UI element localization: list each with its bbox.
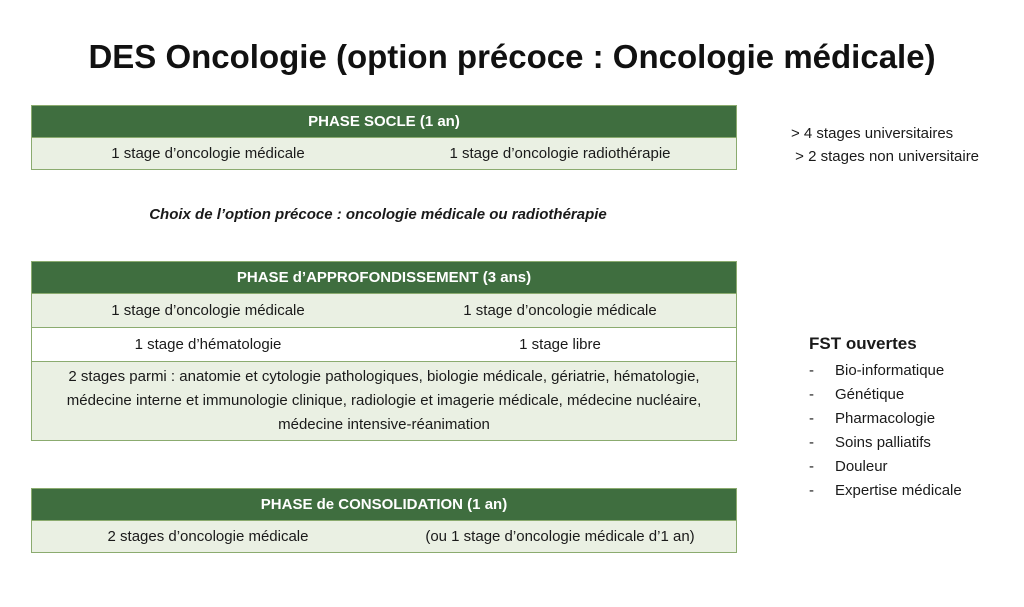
list-item <box>809 383 962 407</box>
fst-item-label: Expertise médicale <box>835 482 962 499</box>
table-cell: 1 stage d’oncologie médicale <box>111 302 305 319</box>
phase-consolidation-cell-2: (ou 1 stage d’oncologie médicale d’1 an) <box>425 528 695 545</box>
fst-list <box>809 359 962 503</box>
stage-stats <box>791 122 979 168</box>
phase-consolidation-table <box>31 488 737 553</box>
table-row <box>32 293 736 327</box>
fst-item-label: Bio-informatique <box>835 362 945 379</box>
dash: - <box>809 482 814 499</box>
table-cell: 1 stage d’oncologie médicale <box>463 302 657 319</box>
fst-title: FST ouvertes <box>809 334 917 353</box>
phase-approfondissement-table <box>31 261 737 441</box>
stat-universitaires: > 4 stages universitaires <box>791 125 954 142</box>
fst-item-label: Soins palliatifs <box>835 434 931 451</box>
fst-item-label: Génétique <box>835 386 905 403</box>
stat-non-universitaire: > 2 stages non universitaire <box>791 148 980 165</box>
dash: - <box>809 362 814 379</box>
dash: - <box>809 386 814 403</box>
phase-consolidation-row <box>32 520 736 552</box>
phase-socle-header: PHASE SOCLE (1 an) <box>32 106 736 137</box>
phase-consolidation-cell-1: 2 stages d’oncologie médicale <box>107 528 309 545</box>
fst-section <box>809 334 962 503</box>
phase-approfondissement-header: PHASE d’APPROFONDISSEMENT (3 ans) <box>32 262 736 293</box>
dash: - <box>809 458 814 475</box>
dash: - <box>809 410 814 427</box>
table-cell-wide: 2 stages parmi : anatomie et cytologie pathologiques, biologie médicale, gériatrie, hématologie, médecine interne et immunologie clinique, radiologie et imagerie médicale, médecine nucléaire, médecine intensive-réanimation <box>66 368 702 433</box>
page-title: DES Oncologie (option précoce : Oncologie médicale) <box>88 38 936 75</box>
dash: - <box>809 434 814 451</box>
option-note: Choix de l’option précoce : oncologie médicale ou radiothérapie <box>149 206 607 223</box>
phase-consolidation-header: PHASE de CONSOLIDATION (1 an) <box>32 489 736 520</box>
table-row <box>32 361 736 440</box>
fst-item-label: Douleur <box>835 458 888 475</box>
table-cell: 1 stage d’hématologie <box>134 336 282 353</box>
list-item <box>809 359 962 383</box>
fst-item-label: Pharmacologie <box>835 410 936 427</box>
phase-socle-cell-2: 1 stage d’oncologie radiothérapie <box>449 145 671 162</box>
table-cell: 1 stage libre <box>519 336 601 353</box>
list-item <box>809 479 962 503</box>
phase-socle-table <box>31 105 737 170</box>
table-row <box>32 327 736 361</box>
list-item <box>809 407 962 431</box>
list-item <box>809 455 962 479</box>
list-item <box>809 431 962 455</box>
phase-socle-cell-1: 1 stage d’oncologie médicale <box>111 145 305 162</box>
phase-socle-row <box>32 137 736 169</box>
